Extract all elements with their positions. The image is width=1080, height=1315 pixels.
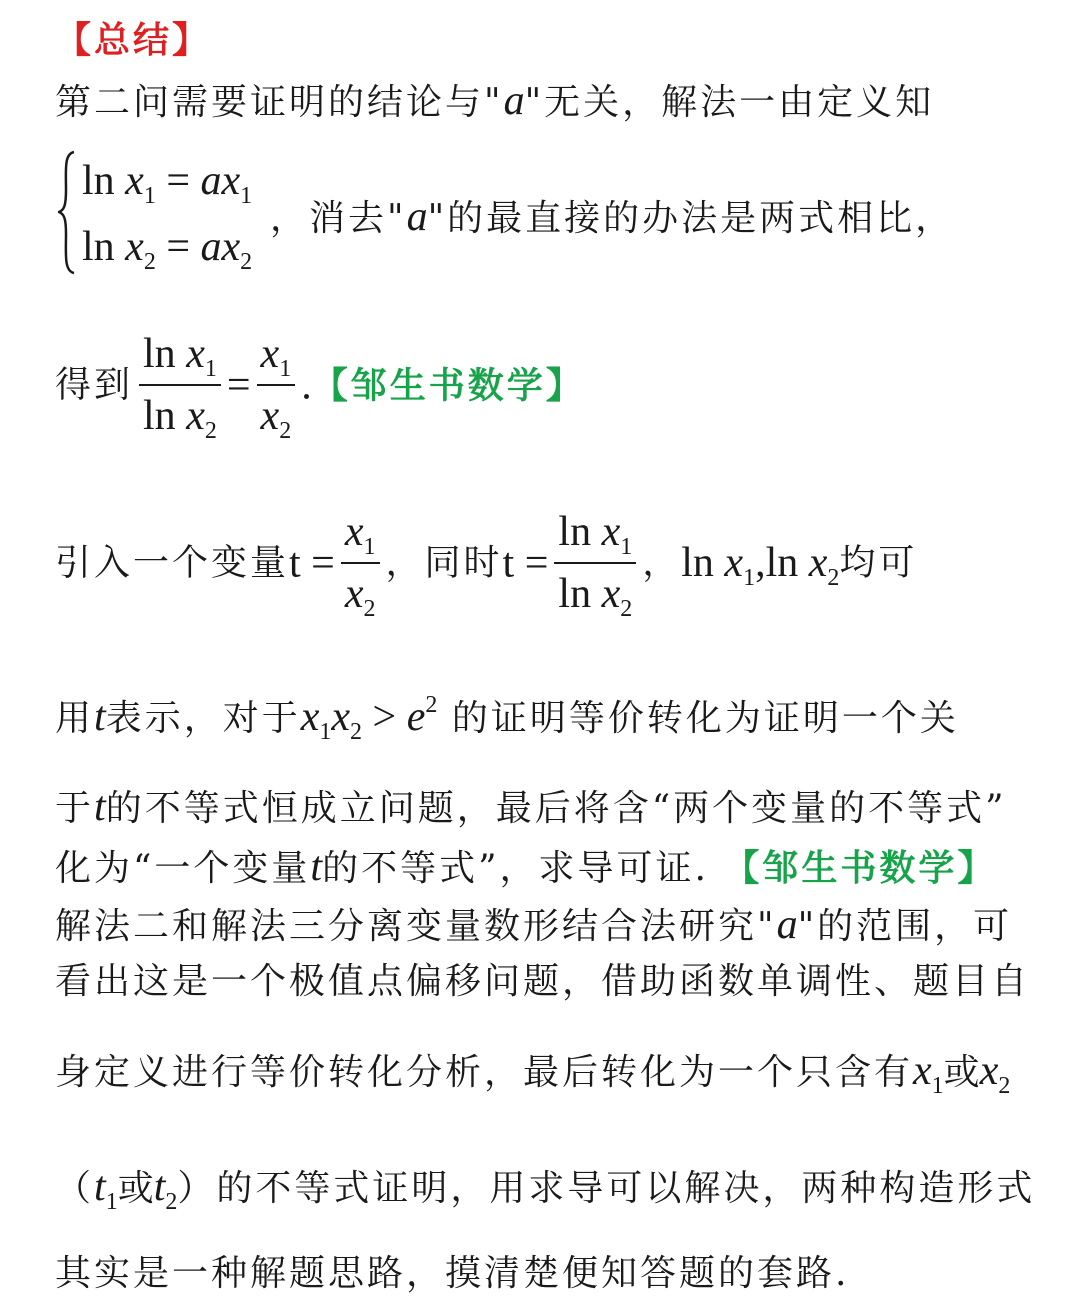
subscript: 1 (743, 565, 756, 592)
ln-pair (681, 540, 840, 592)
text: 身定义进行等价转化分析，最后转化为一个只含有 (55, 1052, 914, 1093)
subscript: 1 (363, 534, 376, 560)
subscript: 2 (620, 596, 633, 623)
text: 表示，对于 (105, 698, 301, 739)
paragraph-ratio (55, 330, 585, 445)
text: 的不等式恒成立问题，最后将含“两个变量的不等式” (105, 788, 1007, 829)
ln-fn: ln (82, 158, 115, 204)
subscript: 1 (105, 1189, 118, 1215)
left-brace (58, 150, 76, 275)
subscript: 2 (363, 596, 376, 623)
equation-row-2 (82, 224, 253, 275)
math-var: e (406, 694, 426, 740)
math-var: a (200, 158, 222, 204)
t-equals: t = (502, 540, 549, 587)
subscript: 2 (279, 418, 292, 445)
text: 的证明等价转化为证明一个关 (451, 698, 959, 739)
ln-fn: ln (143, 393, 176, 440)
math-var: x (601, 571, 621, 618)
subscript: 1 (204, 356, 217, 382)
paragraph-variable-t (55, 508, 918, 623)
math-var: x (331, 694, 351, 740)
paren: （ (55, 1168, 95, 1209)
math-var: t (94, 694, 106, 740)
math-var: x (724, 540, 744, 587)
subscript: 2 (143, 249, 156, 275)
math-var: x (260, 393, 280, 440)
text: 或 (943, 1052, 980, 1092)
text: ， (642, 542, 682, 584)
text: 的不等式证明，用求导可以解决，两种构造形式 (216, 1168, 1036, 1209)
math-var: x (344, 509, 364, 555)
equals: = (226, 362, 251, 409)
subscript: 2 (204, 418, 217, 445)
paragraph-12: 其实是一种解题思路，摸清楚便知答题的套路. (55, 1253, 850, 1294)
subscript: 1 (240, 183, 253, 209)
paragraph-9: 看出这是一个极值点偏移问题，借助函数单调性、题目自 (55, 961, 1031, 1002)
system-text (270, 196, 954, 238)
subscript: 2 (998, 1073, 1011, 1099)
paragraph-5 (55, 692, 959, 745)
greater-than: > (362, 694, 407, 740)
text: 均可 (839, 542, 918, 584)
ln-fn: ln (681, 540, 714, 587)
text: 或 (117, 1168, 154, 1208)
math-var: x (186, 331, 205, 377)
text: ，消去" (270, 198, 407, 239)
text: 解法二和解法三分离变量数形结合法研究" (55, 906, 777, 947)
math-var: a (503, 78, 525, 124)
ln-fn: ln (558, 509, 592, 555)
math-var: x (186, 393, 205, 440)
math-var: x (221, 224, 241, 270)
fraction-x-ratio (341, 508, 380, 623)
math-var: x (125, 224, 144, 270)
math-var: a (406, 194, 428, 240)
equals: = (155, 158, 201, 204)
t-equals: t = (289, 540, 335, 587)
brand-tag: 【邹生书数学】 (723, 847, 997, 889)
subscript: 1 (143, 183, 156, 209)
subscript: 2 (165, 1189, 178, 1215)
math-var: x (344, 571, 364, 618)
math-var: x (125, 158, 144, 204)
text: "无关，解法一由定义知 (524, 82, 935, 123)
paragraph-8 (55, 904, 1012, 946)
text: 用 (55, 698, 95, 739)
paragraph-11 (55, 1164, 1036, 1215)
text: 引入一个变量 (55, 542, 290, 584)
comma: , (755, 540, 766, 587)
text: 于 (55, 788, 95, 829)
math-var: t (94, 784, 106, 830)
text: 的不等式”，求导可证. (322, 848, 709, 889)
math-var: t (94, 1164, 106, 1210)
paragraph-1 (55, 80, 934, 122)
paragraph-7 (55, 846, 996, 888)
paren: ） (177, 1168, 217, 1209)
text: "的范围，可 (797, 906, 1013, 947)
paragraph-10 (55, 1048, 1011, 1099)
fraction-ln-ratio (554, 508, 636, 623)
subscript: 1 (620, 534, 633, 560)
brand-tag: 【邹生书数学】 (311, 364, 585, 407)
fraction-x (257, 330, 296, 445)
superscript: 2 (425, 692, 438, 718)
ln-fn: ln (558, 571, 592, 618)
ln-fn: ln (82, 224, 115, 270)
math-var: t (310, 844, 323, 890)
subscript: 1 (931, 1073, 944, 1099)
text: 化为“一个变量 (55, 848, 311, 889)
ln-fn: ln (765, 540, 799, 587)
math-var: a (200, 224, 222, 270)
math-var: x (979, 1048, 999, 1094)
section-title: 【总结】 (55, 19, 212, 61)
math-var: x (913, 1048, 932, 1094)
subscript: 2 (350, 719, 363, 745)
period: . (301, 362, 312, 409)
math-var: x (601, 509, 621, 555)
equation-row-1 (82, 158, 253, 209)
text: 得到 (55, 364, 134, 406)
text: 第二问需要证明的结论与" (55, 82, 504, 123)
math-var: x (221, 158, 241, 204)
math-var: x (300, 694, 320, 740)
ln-fn: ln (143, 331, 176, 377)
equals: = (155, 224, 201, 270)
fraction-ln (139, 330, 221, 445)
text: ，同时 (385, 542, 503, 584)
text: "的最直接的办法是两式相比， (427, 198, 955, 239)
subscript: 1 (279, 356, 292, 382)
subscript: 1 (319, 719, 332, 745)
paragraph-6 (55, 786, 1007, 828)
math-var: t (153, 1164, 166, 1210)
subscript: 2 (827, 565, 840, 592)
subscript: 2 (240, 249, 253, 275)
math-var: x (808, 540, 828, 587)
math-var: x (260, 331, 280, 377)
math-var: a (776, 902, 798, 948)
